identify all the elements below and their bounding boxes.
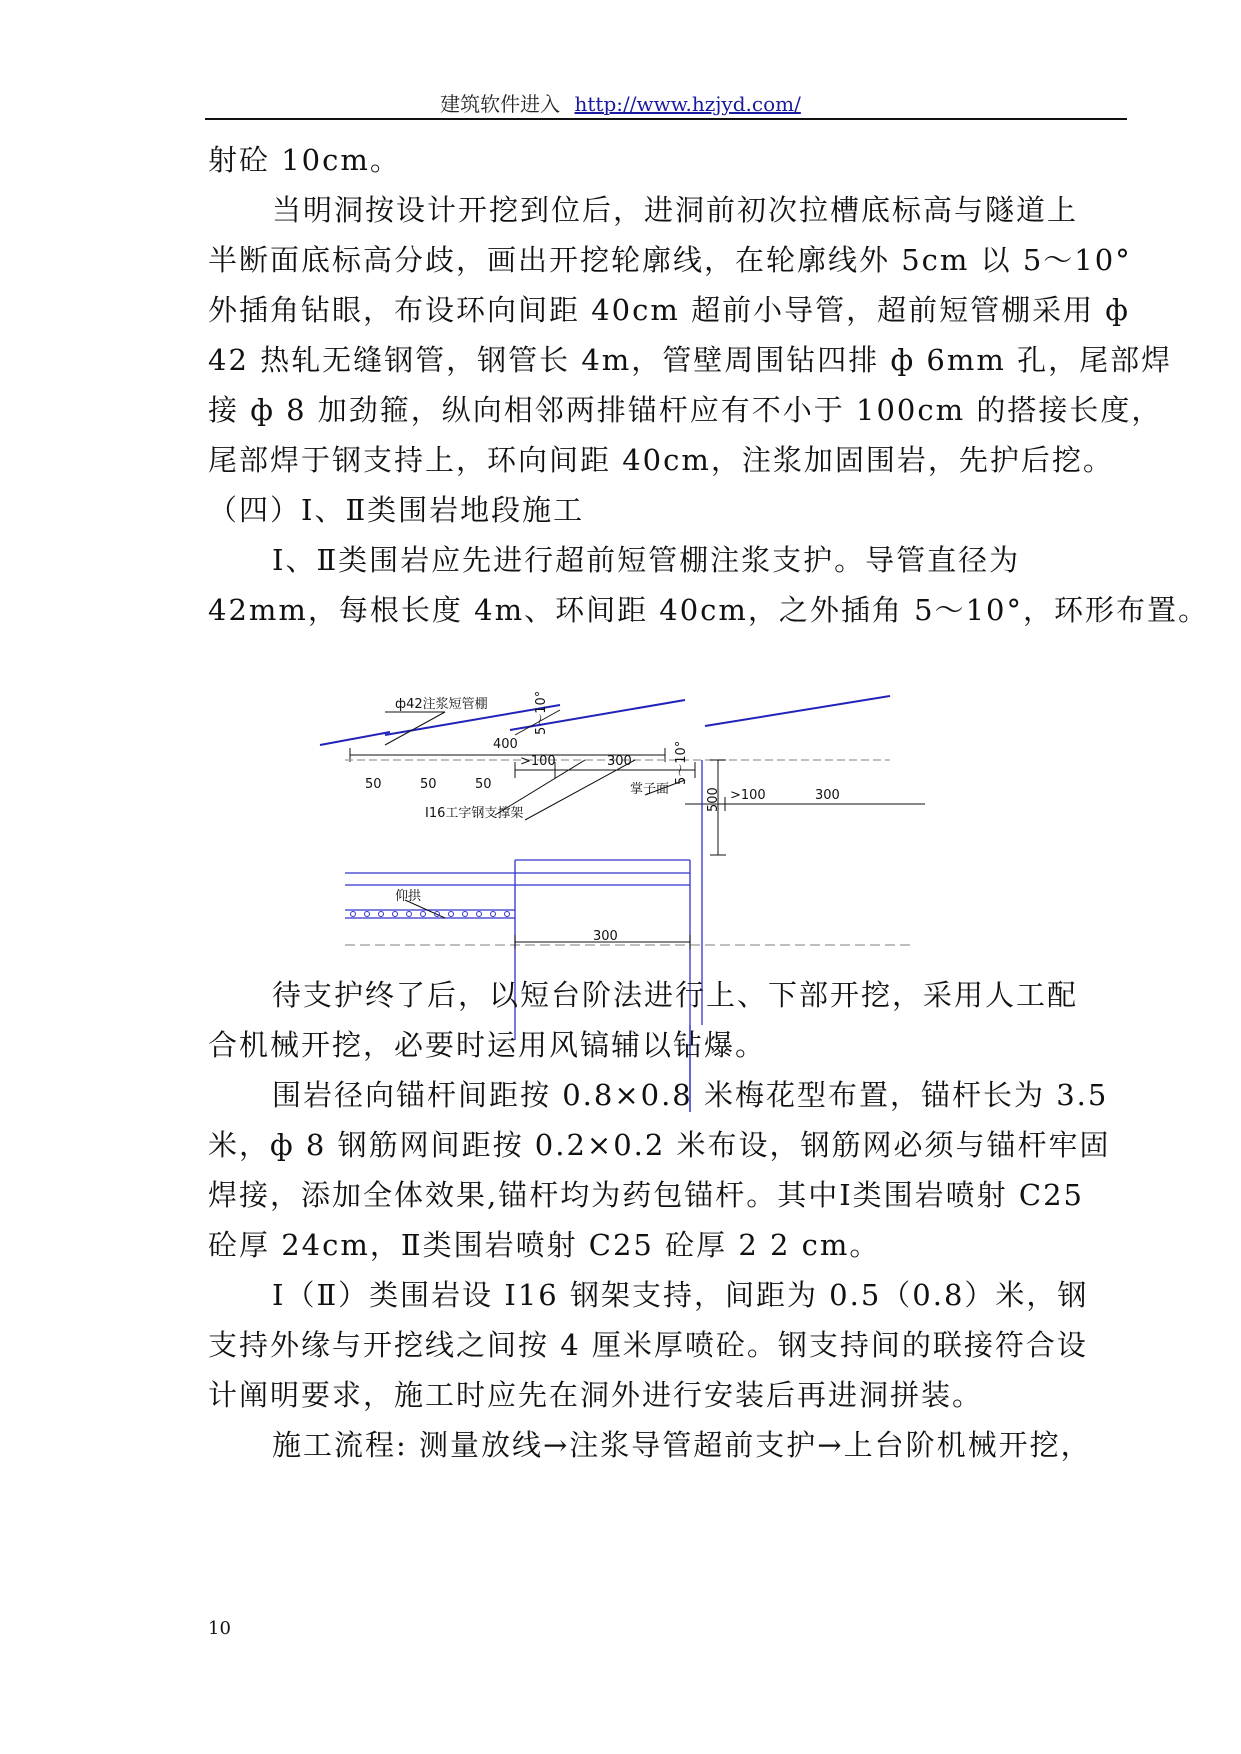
label-angle-b: 5～10° [674,740,689,785]
paragraph-line: 围岩径向锚杆间距按 0.8×0.8 米梅花型布置，锚杆长为 3.5 [272,1078,1109,1112]
dim-gt100-b: >100 [730,788,766,803]
text-block-1 [208,135,1209,635]
paragraph-line: 42 热轧无缝钢管，钢管长 4m，管壁周围钻四排 ф 6mm 孔，尾部焊 [208,343,1173,377]
paragraph-line: 施工流程: 测量放线→注浆导管超前支护→上台阶机械开挖， [272,1428,1092,1462]
paragraph-line: 当明洞按设计开挖到位后，进洞前初次拉槽底标高与隧道上 [272,193,1079,227]
dim-50-b: 50 [420,777,437,792]
paragraph-line: 接 ф 8 加劲箍，纵向相邻两排锚杆应有不小于 100cm 的搭接长度， [208,393,1163,427]
page-header [0,88,1241,117]
label-angle-a: 5～10° [534,690,549,735]
dim-50-a: 50 [365,777,382,792]
paragraph-line: 米，ф 8 钢筋网间距按 0.2×0.2 米布设，钢筋网必须与锚杆牢固 [208,1128,1111,1162]
paragraph-line: 砼厚 24cm，Ⅱ类围岩喷射 C25 砼厚 2 2 cm。 [208,1228,881,1262]
header-link[interactable]: http://www.hzjyd.com/ [574,92,801,116]
dim-gt100-a: >100 [520,754,556,769]
dim-300-c: 300 [593,929,618,944]
dim-300-a: 300 [607,754,632,769]
page-number: 10 [208,1618,231,1639]
paragraph-line: 42mm，每根长度 4m、环间距 40cm，之外插角 5～10°，环形布置。 [208,593,1209,627]
label-face: 掌子面 [630,782,670,797]
label-pipe: ф42注浆短管棚 [395,697,488,712]
section-heading: （四）Ⅰ、Ⅱ类围岩地段施工 [208,493,585,527]
paragraph-line: 计阐明要求，施工时应先在洞外进行安装后再进洞拼装。 [208,1378,984,1412]
paragraph-line: 支持外缘与开挖线之间按 4 厘米厚喷砼。钢支持间的联接符合设 [208,1328,1088,1362]
paragraph-line: 半断面底标高分歧，画出开挖轮廓线，在轮廓线外 5cm 以 5～10° [208,243,1132,277]
dim-50-c: 50 [475,777,492,792]
paragraph-line: 射砼 10cm。 [208,143,401,177]
dim-300-b: 300 [815,788,840,803]
paragraph-line: 待支护终了后，以短台阶法进行上、下部开挖，采用人工配 [272,978,1079,1012]
header-rule [205,118,1127,120]
dim-500: 500 [706,787,721,812]
paragraph-line: Ⅰ、Ⅱ类围岩应先进行超前短管棚注浆支护。导管直径为 [272,543,1021,577]
label-invert: 仰拱 [395,889,422,904]
paragraph-line: 尾部焊于钢支持上，环向间距 40cm，注浆加固围岩，先护后挖。 [208,443,1114,477]
text-block-2 [208,970,1123,1470]
header-title: 建筑软件进入 [440,92,561,116]
paragraph-line: Ⅰ（Ⅱ）类围岩设 I16 钢架支持，间距为 0.5（0.8）米，钢 [272,1278,1089,1312]
paragraph-line: 合机械开挖，必要时运用风镐辅以钻爆。 [208,1028,767,1062]
dim-400: 400 [493,737,518,752]
paragraph-line: 外插角钻眼，布设环向间距 40cm 超前小导管，超前短管棚采用 ф [208,293,1130,327]
paragraph-line: 焊接，添加全体效果,锚杆均为药包锚杆。其中Ⅰ类围岩喷射 C25 [208,1178,1084,1212]
label-steel-frame: I16工字钢支撑架 [425,806,524,821]
